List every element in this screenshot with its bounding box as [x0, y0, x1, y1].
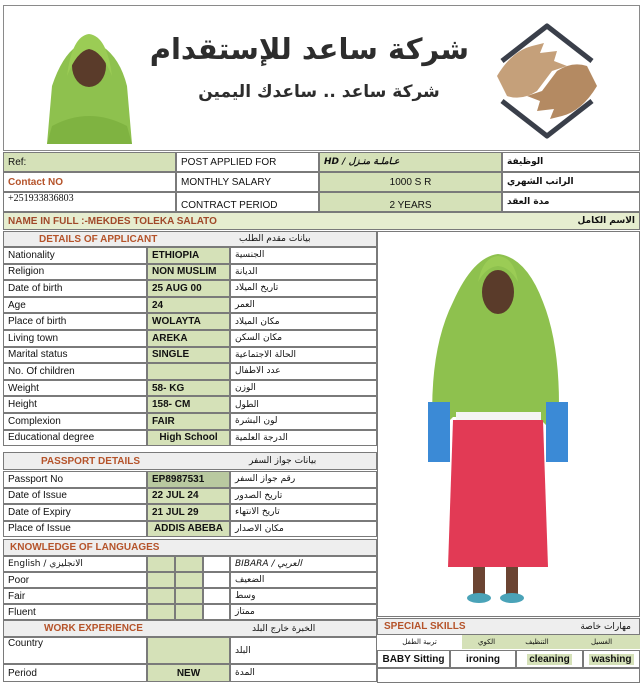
work-section-header — [3, 620, 377, 637]
contact-label: Contact NO — [3, 172, 176, 192]
passport-field-ar: تاريخ الصدور — [230, 488, 377, 505]
applicant-field-label: Height — [3, 396, 147, 413]
language-check-cell — [175, 556, 203, 572]
applicant-field-label: Marital status — [3, 347, 147, 364]
contract-period-value: 2 YEARS — [319, 192, 502, 212]
country-ar: البلد — [230, 637, 377, 664]
applicant-section-title-ar: بيانات مقدم الطلب — [239, 234, 311, 244]
applicant-field-ar: عدد الاطفال — [230, 363, 377, 380]
applicant-field-ar: مكان السكن — [230, 330, 377, 347]
applicant-field-value: AREKA — [147, 330, 230, 347]
applicant-photo-full — [377, 231, 640, 617]
applicant-field-value: 25 AUG 00 — [147, 280, 230, 297]
post-applied-label: POST APPLIED FOR — [176, 152, 319, 172]
passport-field-ar: رقم جواز السفر — [230, 471, 377, 488]
language-row-ar: وسط — [230, 588, 377, 604]
language-row-ar: الضعيف — [230, 572, 377, 588]
skill-ar-label: الغسيل — [563, 635, 640, 649]
applicant-field-value: 24 — [147, 297, 230, 314]
languages-section-header — [3, 539, 377, 556]
passport-field-value: ADDIS ABEBA — [147, 521, 230, 538]
period-ar: المدة — [230, 664, 377, 682]
country-value — [147, 637, 230, 664]
skills-section-header — [377, 618, 640, 635]
applicant-field-ar: الوزن — [230, 380, 377, 397]
applicant-photo-small — [32, 16, 147, 144]
applicant-field-ar: العمر — [230, 297, 377, 314]
applicant-field-label: Date of birth — [3, 280, 147, 297]
passport-section-title: PASSPORT DETAILS — [41, 455, 141, 467]
skills-section-title: SPECIAL SKILLS — [384, 621, 466, 632]
monthly-salary-value: 1000 S R — [319, 172, 502, 192]
applicant-field-value: 158- CM — [147, 396, 230, 413]
languages-section-title: KNOWLEDGE OF LANGUAGES — [10, 542, 160, 553]
language-row-label: Fair — [3, 588, 147, 604]
language-check-cell — [147, 556, 175, 572]
passport-field-value: 21 JUL 29 — [147, 504, 230, 521]
applicant-field-value: 58- KG — [147, 380, 230, 397]
passport-field-label: Place of Issue — [3, 521, 147, 538]
skills-section-title-ar: مهارات خاصة — [580, 621, 631, 632]
language-check-cell — [175, 604, 203, 620]
language-check-cell — [203, 604, 230, 620]
applicant-field-ar: لون البشرة — [230, 413, 377, 430]
applicant-field-ar: مكان الميلاد — [230, 313, 377, 330]
ref-label: Ref: — [3, 152, 176, 172]
skill-item — [583, 650, 640, 668]
language-row-ar: العربي / BIBARA — [230, 556, 377, 572]
skill-ar-label: التنظيف — [511, 635, 563, 649]
country-label: Country — [3, 637, 147, 664]
language-check-cell — [147, 572, 175, 588]
applicant-field-ar: الدرجة العلمية — [230, 430, 377, 447]
language-check-cell — [203, 588, 230, 604]
post-applied-value: HD / عـاملـة منـزل — [319, 152, 502, 172]
full-name-label: NAME IN FULL :-MEKDES TOLEKA SALATO — [8, 215, 217, 227]
post-applied-ar: الوظيفة — [502, 152, 640, 172]
skill-ar-label: تربية الطفل — [402, 638, 437, 646]
salary-ar: الراتب الشهري — [502, 172, 640, 192]
company-logo — [482, 21, 612, 141]
language-check-cell — [147, 588, 175, 604]
passport-field-value: EP8987531 — [147, 471, 230, 488]
monthly-salary-label: MONTHLY SALARY — [176, 172, 319, 192]
work-section-title: WORK EXPERIENCE — [44, 623, 143, 634]
skill-item-label: ironing — [466, 653, 500, 665]
language-check-cell — [203, 572, 230, 588]
applicant-field-label: Weight — [3, 380, 147, 397]
applicant-field-label: Religion — [3, 264, 147, 281]
passport-field-ar: تاريخ الانتهاء — [230, 504, 377, 521]
applicant-field-label: Complexion — [3, 413, 147, 430]
skill-item — [450, 650, 516, 668]
work-section-title-ar: الخبرة خارج البلد — [252, 623, 316, 634]
skill-item-label: cleaning — [529, 653, 570, 665]
applicant-field-label: Age — [3, 297, 147, 314]
skill-ar-label: الكوي — [462, 635, 511, 649]
language-row-label: Poor — [3, 572, 147, 588]
applicant-section-header — [3, 231, 377, 247]
passport-section-title-ar: بيانات جواز السفر — [249, 456, 317, 466]
skill-item-label: washing — [591, 653, 632, 665]
skills-blank-row — [377, 668, 640, 683]
skills-row — [377, 650, 640, 668]
applicant-section-title: DETAILS OF APPLICANT — [39, 233, 158, 245]
contract-period-label: CONTRACT PERIOD — [176, 192, 319, 212]
period-value: NEW — [147, 664, 230, 682]
phone-number: +251933836803 — [3, 192, 176, 212]
applicant-field-value: High School — [147, 430, 230, 447]
period-label: Period — [3, 664, 147, 682]
applicant-field-value: ETHIOPIA — [147, 247, 230, 264]
applicant-field-ar: تاريخ الميلاد — [230, 280, 377, 297]
applicant-field-value: FAIR — [147, 413, 230, 430]
company-slogan: شركة ساعد .. ساعدك اليمين — [198, 82, 440, 102]
passport-field-label: Date of Expiry — [3, 504, 147, 521]
applicant-field-label: No. Of children — [3, 363, 147, 380]
passport-field-label: Passport No — [3, 471, 147, 488]
applicant-field-value: NON MUSLIM — [147, 264, 230, 281]
header — [3, 5, 640, 151]
full-name — [3, 212, 640, 230]
company-name: شركة ساعد للإستقدام — [149, 32, 469, 66]
language-check-cell — [175, 572, 203, 588]
applicant-field-label: Living town — [3, 330, 147, 347]
applicant-field-value — [147, 363, 230, 380]
skill-item — [516, 650, 583, 668]
language-row-label: English / الانجليزي — [3, 556, 147, 572]
passport-section-header — [3, 452, 377, 470]
passport-field-ar: مكان الاصدار — [230, 521, 377, 538]
contract-ar: مدة العقد — [502, 192, 640, 212]
applicant-field-ar: الجنسية — [230, 247, 377, 264]
language-check-cell — [147, 604, 175, 620]
language-check-cell — [175, 588, 203, 604]
applicant-field-label: Nationality — [3, 247, 147, 264]
skill-item-label: BABY Sitting — [382, 653, 445, 665]
applicant-field-ar: الحالة الاجتماعية — [230, 347, 377, 364]
full-name-ar: الاسم الكامل — [577, 216, 635, 226]
applicant-field-ar: الطول — [230, 396, 377, 413]
passport-field-label: Date of Issue — [3, 488, 147, 505]
applicant-field-ar: الديانة — [230, 264, 377, 281]
language-row-ar: ممتاز — [230, 604, 377, 620]
skills-ar-row — [377, 635, 640, 649]
language-check-cell — [203, 556, 230, 572]
applicant-field-label: Educational degree — [3, 430, 147, 447]
applicant-field-value: WOLAYTA — [147, 313, 230, 330]
passport-field-value: 22 JUL 24 — [147, 488, 230, 505]
applicant-field-value: SINGLE — [147, 347, 230, 364]
language-row-label: Fluent — [3, 604, 147, 620]
applicant-field-label: Place of birth — [3, 313, 147, 330]
skill-item — [377, 650, 450, 668]
